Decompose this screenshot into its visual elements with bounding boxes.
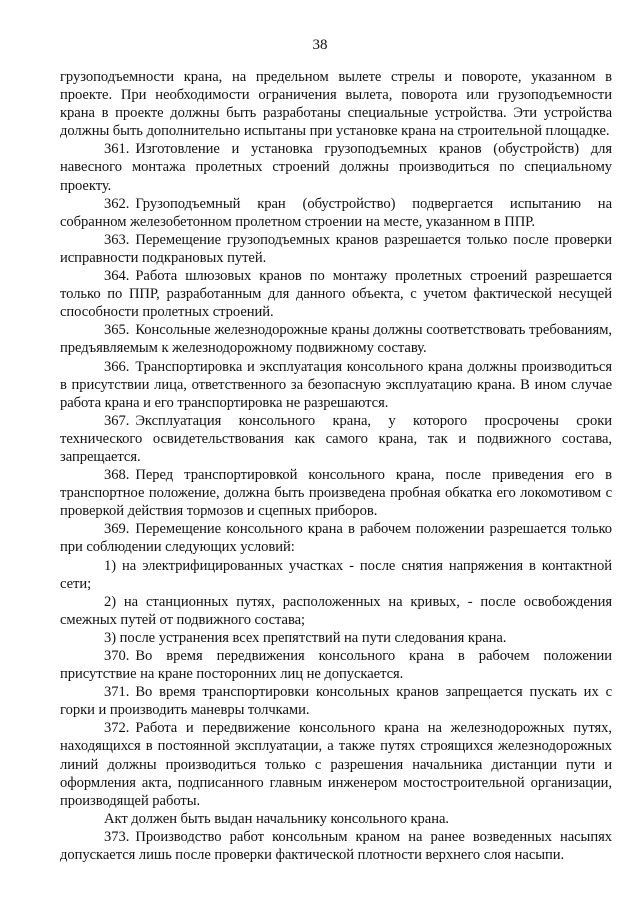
paragraph-text: Транспортировка и эксплуатация консольного крана должны производиться в присутствии лица, ответственного за безопасную эксплуатацию крана. В ином случае работа крана и его транспортировка не разрешаются.	[60, 358, 612, 411]
paragraph-text: Перемещение грузоподъемных кранов разрешается только после проверки исправности подкрановых путей.	[60, 231, 612, 266]
paragraph-367	[60, 412, 612, 466]
paragraph-361	[60, 140, 612, 194]
paragraph-number: 373.	[104, 828, 130, 845]
paragraph-number: 368.	[104, 467, 130, 484]
paragraph-number: 367.	[104, 412, 130, 429]
paragraph-text: Работа шлюзовых кранов по монтажу пролетных строений разрешается только по ППР, разработанным для данного объекта, с учетом фактической несущей способности пролетных строений.	[60, 268, 612, 321]
paragraph-number: 371.	[104, 684, 130, 701]
paragraph-number: 369.	[104, 521, 130, 538]
paragraph-continuation	[60, 68, 612, 140]
document-body	[60, 68, 612, 864]
paragraph-number: 363.	[104, 231, 130, 248]
paragraph-372	[60, 719, 612, 809]
paragraph-text: Во время передвижения консольного крана в рабочем положении присутствие на кране посторонних лиц не допускается.	[60, 648, 612, 683]
paragraph-number: 365.	[104, 322, 130, 339]
paragraph-text: Перед транспортировкой консольного крана, после приведения его в транспортное положение, должна быть произведена пробная обкатка его локомотивом с проверкой действия тормозов и сцепных приборов.	[60, 467, 612, 520]
paragraph-number: 364.	[104, 268, 130, 285]
paragraph-text: 2) на станционных путях, расположенных на кривых, - после освобождения смежных путей от подвижного состава;	[60, 593, 612, 628]
condition-3	[60, 629, 612, 647]
paragraph-364	[60, 267, 612, 321]
paragraph-text: 1) на электрифицированных участках - после снятия напряжения в контактной сети;	[60, 557, 612, 592]
paragraph-366	[60, 358, 612, 412]
paragraph-369	[60, 520, 612, 556]
paragraph-text: Эксплуатация консольного крана, у которого просрочены сроки технического освидетельствования как самого крана, так и подвижного состава, запрещается.	[60, 412, 612, 465]
paragraph-number: 366.	[104, 358, 130, 375]
paragraph-368	[60, 466, 612, 520]
paragraph-text: Акт должен быть выдан начальнику консольного крана.	[104, 810, 450, 827]
paragraph-number: 361.	[104, 141, 130, 158]
paragraph-number: 362.	[104, 195, 130, 212]
paragraph-text: Грузоподъемный кран (обустройство) подвергается испытанию на собранном железобетонном пролетном строении на месте, указанном в ППР.	[60, 195, 612, 230]
paragraph-number: 372.	[104, 720, 130, 737]
paragraph-373	[60, 828, 612, 864]
paragraph-371	[60, 683, 612, 719]
paragraph-text: Во время транспортировки консольных кранов запрещается пускать их с горки и производить маневры толчками.	[60, 684, 612, 719]
paragraph-text: Изготовление и установка грузоподъемных кранов (обустройств) для навесного монтажа пролетных строений должны производиться по специальному проекту.	[60, 141, 612, 194]
paragraph-370	[60, 647, 612, 683]
paragraph-362	[60, 195, 612, 231]
paragraph-number: 370.	[104, 648, 130, 664]
paragraph-text: Консольные железнодорожные краны должны соответствовать требованиям, предъявляемым к железнодорожному подвижному составу.	[60, 322, 612, 357]
paragraph-act-note	[60, 810, 612, 828]
paragraph-363	[60, 231, 612, 267]
condition-1	[60, 557, 612, 593]
page-number: 38	[312, 37, 328, 53]
paragraph-text: грузоподъемности крана, на предельном вылете стрелы и повороте, указанном в проекте. При необходимости ограничения вылета, поворота или грузоподъемности крана в проекте должны быть разработаны специальные устройства. Эти устройства должны быть дополнительно испытаны при установке крана на строительной площадке.	[60, 69, 612, 140]
paragraph-text: Производство работ консольным краном на ранее возведенных насыпях допускается лишь после проверки фактической плотности верхнего слоя насыпи.	[60, 828, 612, 864]
condition-2	[60, 593, 612, 629]
paragraph-text: Работа и передвижение консольного крана на железнодорожных путях, находящихся в постоянной эксплуатации, а также путях строящихся железнодорожных линий должны производиться только с разрешения начальника дистанции пути и оформления акта, подписанного главным инженером мостостроительной организации, производящей работы.	[60, 720, 612, 809]
paragraph-365	[60, 321, 612, 357]
paragraph-text: Перемещение консольного крана в рабочем положении разрешается только при соблюдении следующих условий:	[60, 521, 612, 556]
paragraph-text: 3) после устранения всех препятствий на пути следования крана.	[104, 629, 507, 646]
